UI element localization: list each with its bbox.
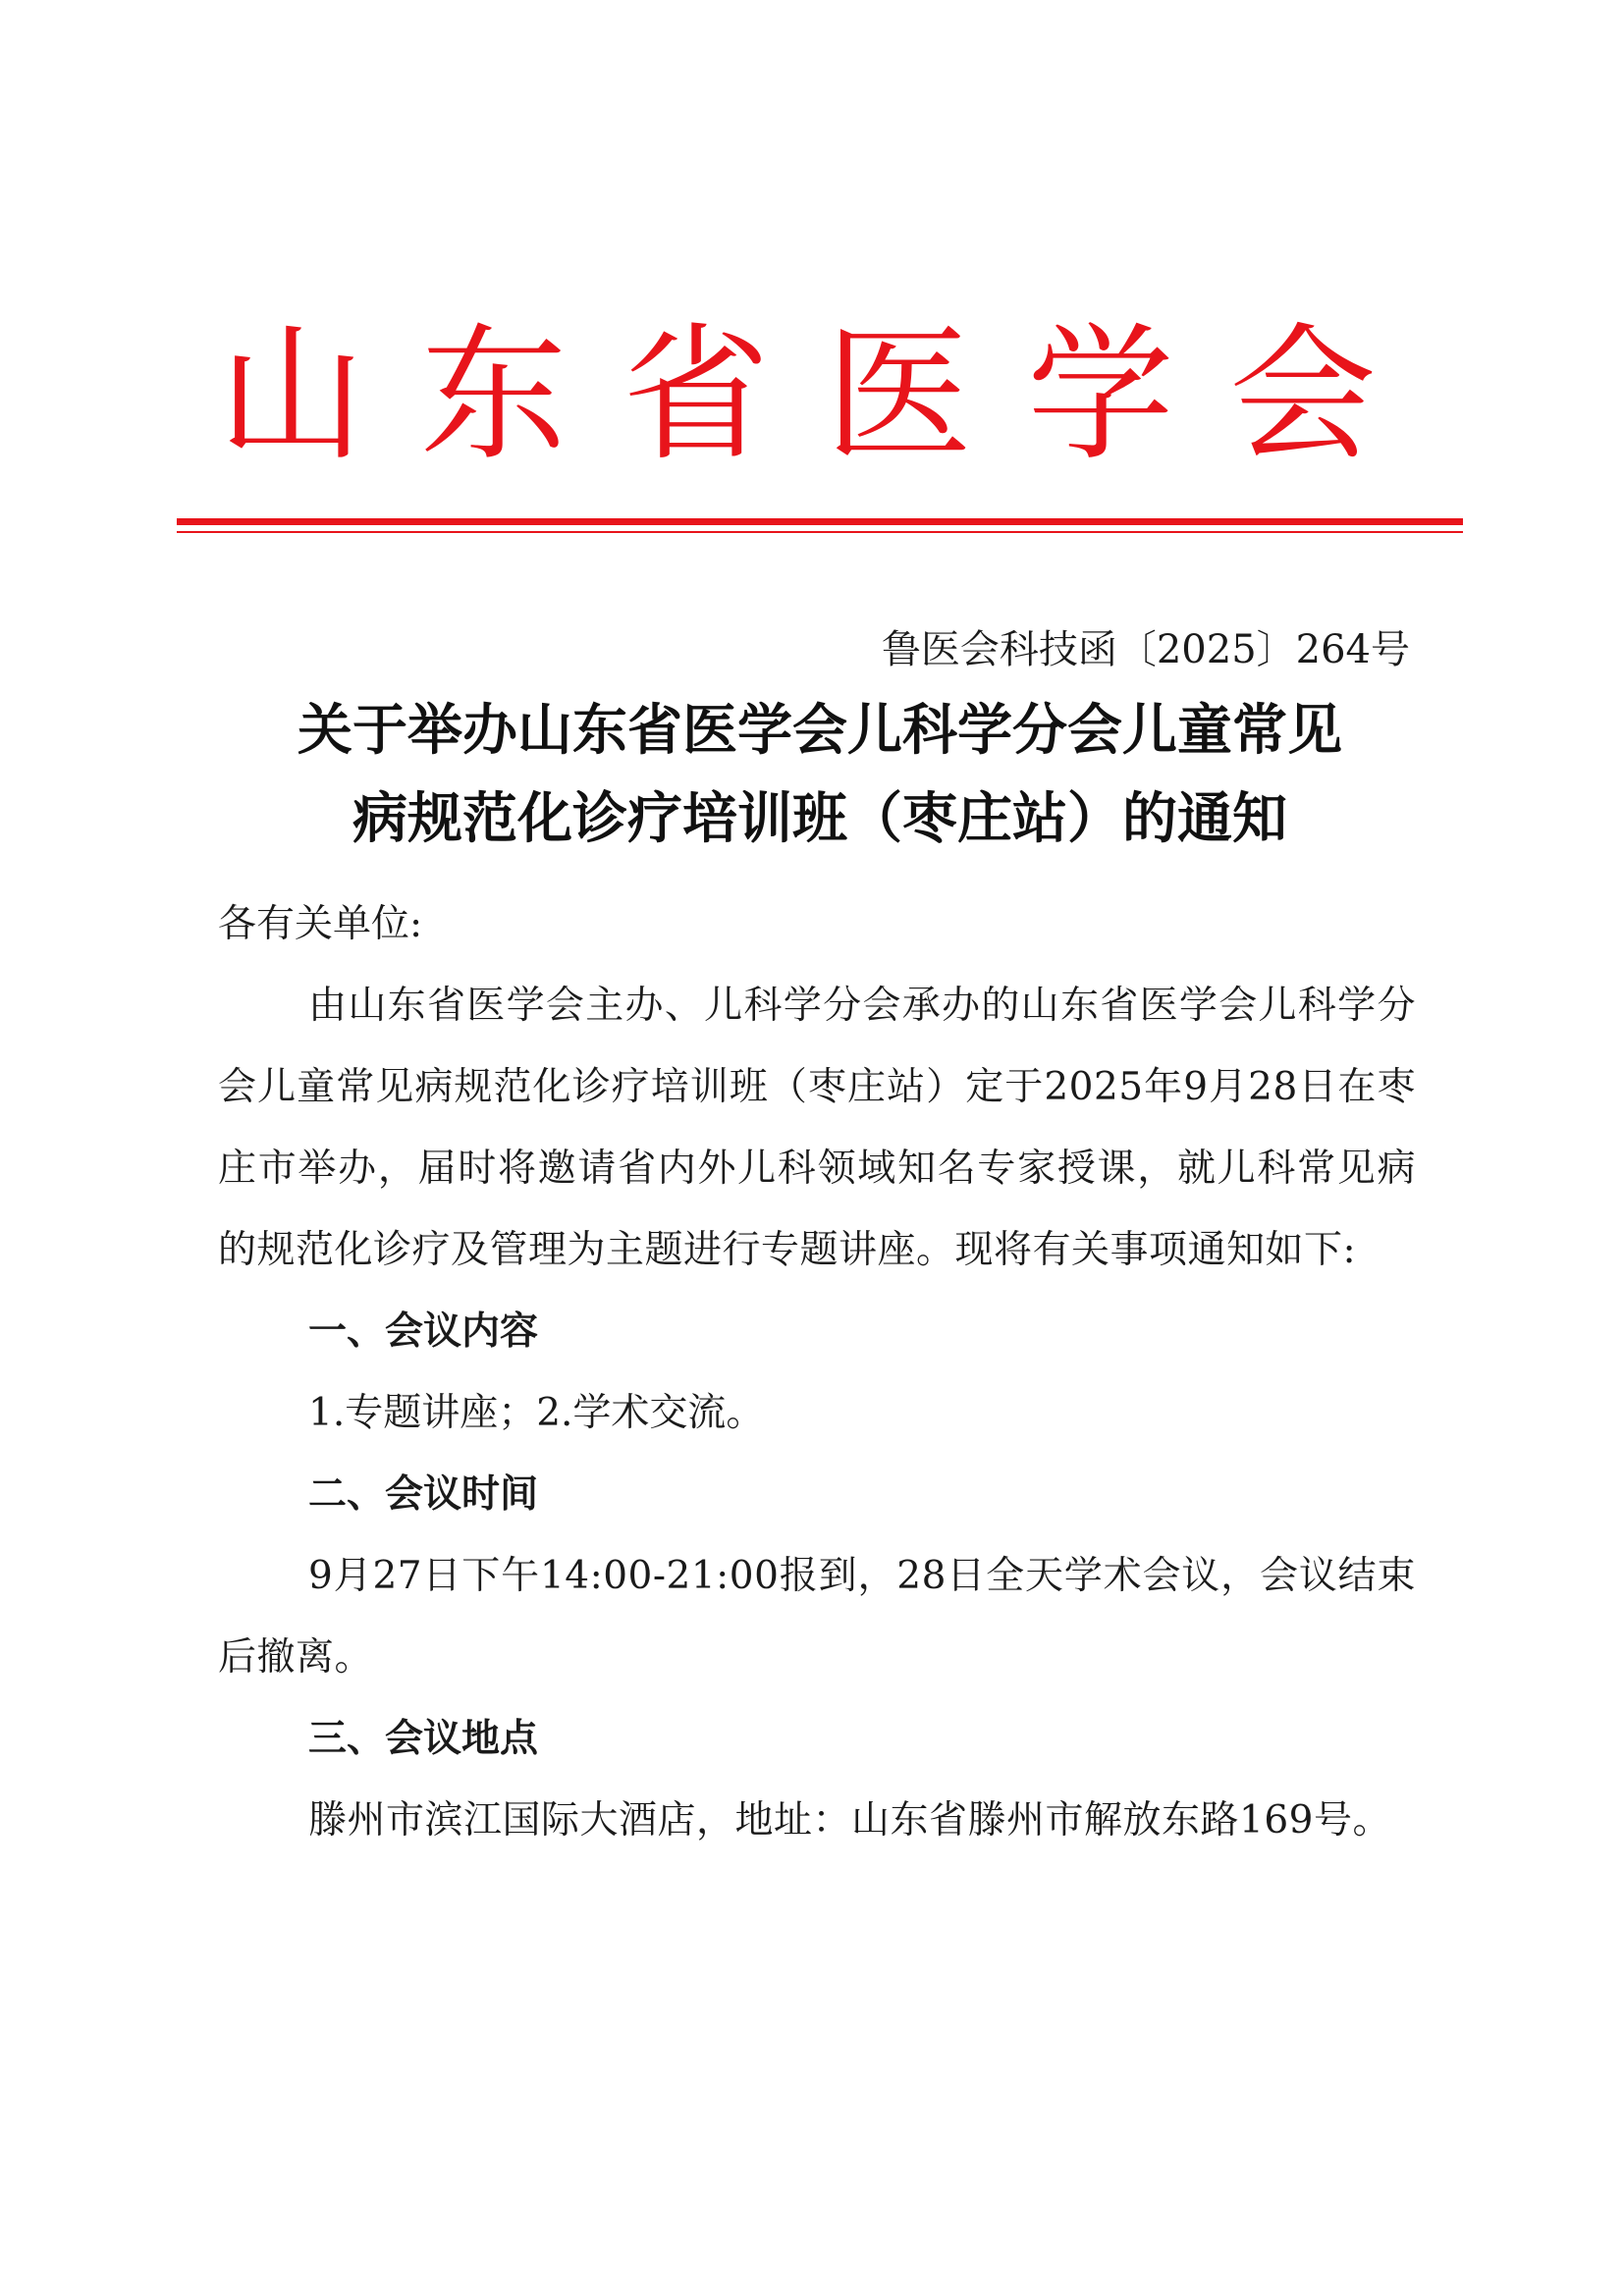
document-number: 鲁医会科技函〔2025〕264号 xyxy=(881,627,1410,672)
masthead-char: 东 xyxy=(419,310,568,481)
masthead xyxy=(218,312,1377,479)
masthead-char: 学 xyxy=(1026,310,1174,481)
intro-paragraph: 由山东省医学会主办、儿科学分会承办的山东省医学会儿科学分会儿童常见病规范化诊疗培训班（枣庄站）定于2025年9月28日在枣庄市举办，届时将邀请省内外儿科领域知名专家授课，就儿科常见病的规范化诊疗及管理为主题进行专题讲座。现将有关事项通知如下: xyxy=(218,984,1416,1272)
masthead-char: 医 xyxy=(824,310,972,481)
document-title xyxy=(177,687,1463,864)
section-text: 滕州市滨江国际大酒店，地址：山东省滕州市解放东路169号。 xyxy=(308,1798,1391,1842)
masthead-char: 省 xyxy=(622,310,770,481)
title-line-2: 病规范化诊疗培训班（枣庄站）的通知 xyxy=(352,787,1287,851)
salutation: 各有关单位: xyxy=(218,902,423,946)
masthead-divider-thick xyxy=(177,518,1463,525)
document-body xyxy=(218,883,1416,1861)
title-line-1: 关于举办山东省医学会儿科学分会儿童常见 xyxy=(298,699,1342,763)
masthead-divider-thin xyxy=(177,531,1463,533)
masthead-char: 会 xyxy=(1228,310,1377,481)
section-text: 1.专题讲座；2.学术交流。 xyxy=(308,1391,765,1435)
masthead-char: 山 xyxy=(218,310,366,481)
section-heading: 三、会议地点 xyxy=(308,1717,539,1761)
section-heading: 一、会议内容 xyxy=(308,1309,539,1354)
section-heading: 二、会议时间 xyxy=(308,1472,539,1517)
section-text: 9月27日下午14:00-21:00报到，28日全天学术会议，会议结束后撤离。 xyxy=(218,1554,1416,1680)
